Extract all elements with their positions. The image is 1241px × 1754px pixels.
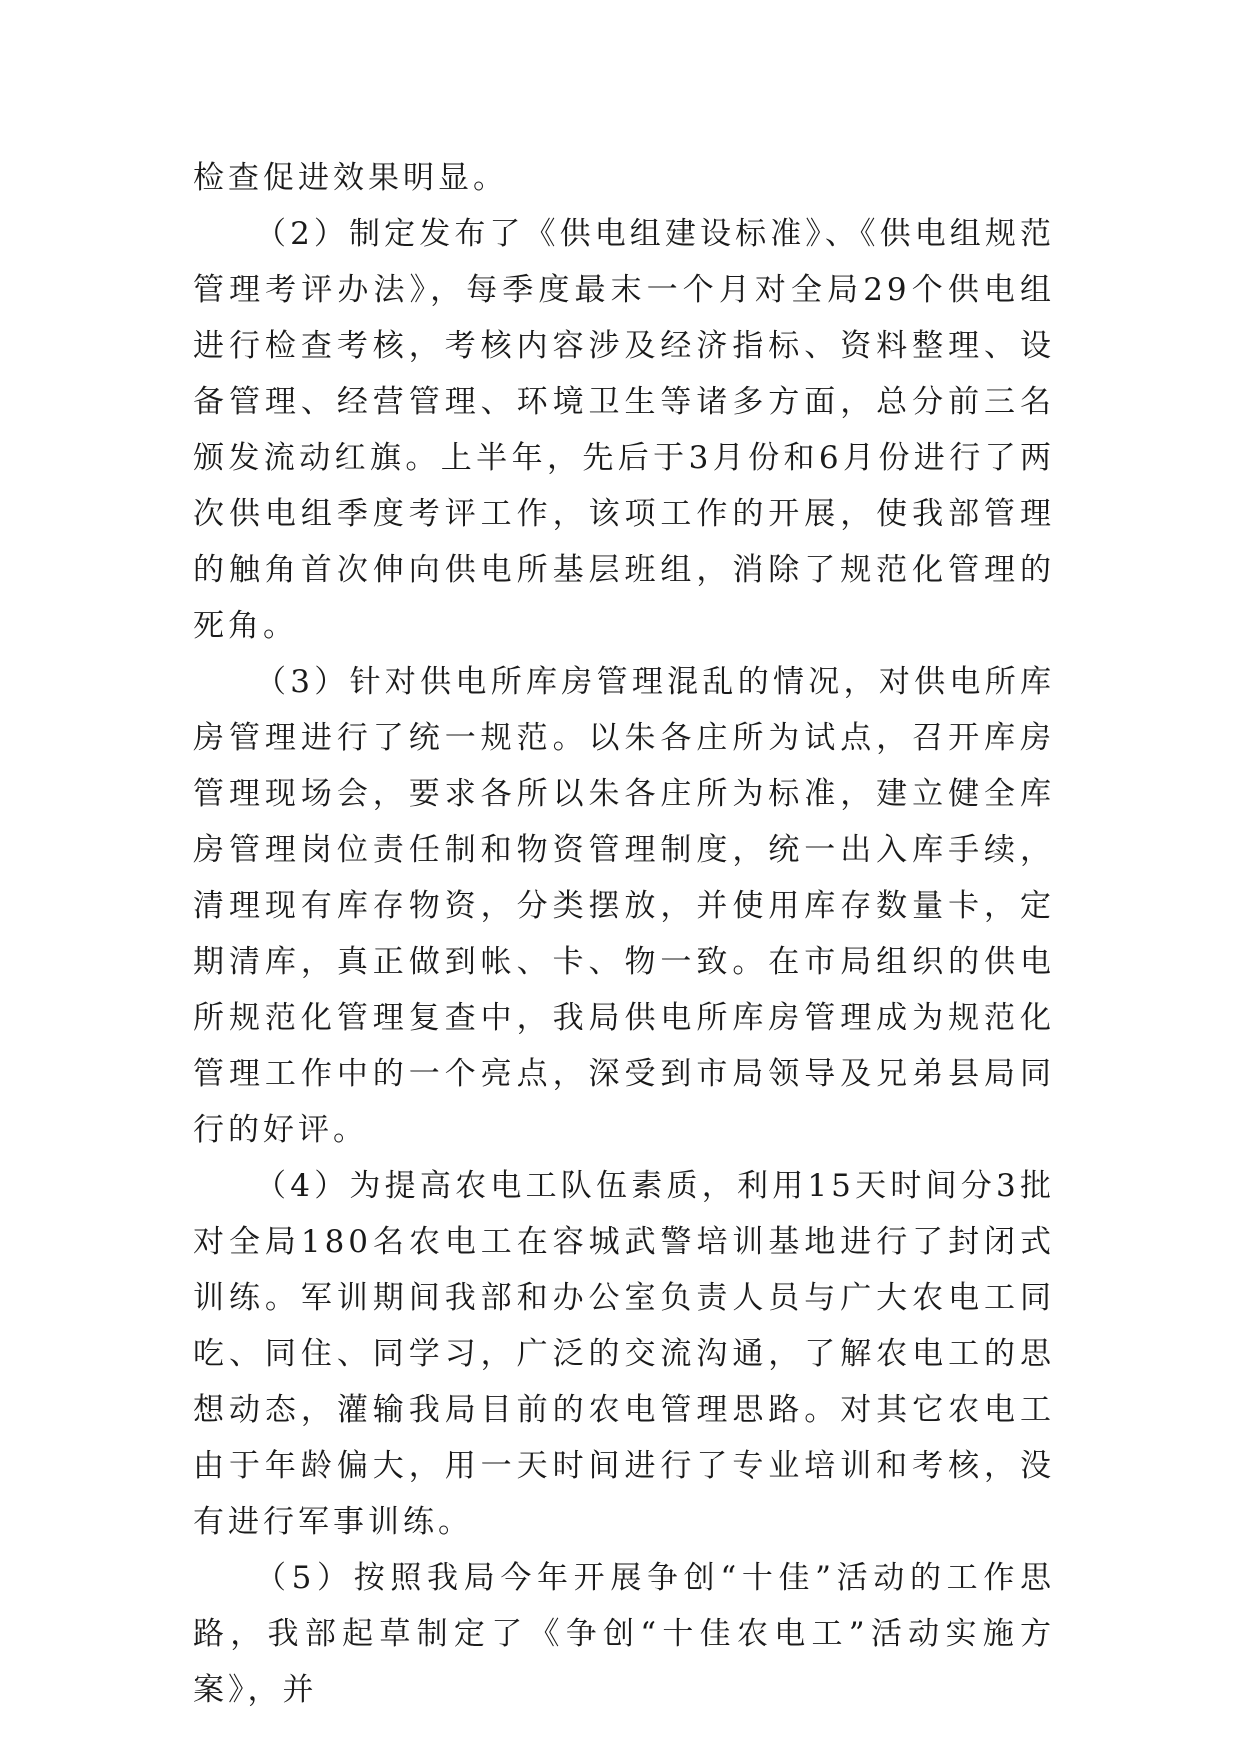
document-body [193,150,1055,1718]
paragraph-1: 检查促进效果明显。 [193,160,508,196]
paragraph-4: （4）为提高农电工队伍素质，利用15天时间分3批对全局180名农电工在容城武警培训基地进行了封闭式训练。军训期间我部和办公室负责人员与广大农电工同吃、同住、同学习，广泛的交流沟通，了解农电工的思想动态，灌输我局目前的农电管理思路。对其它农电工由于年龄偏大，用一天时间进行了专业培训和考核，没有进行军事训练。 [193,1168,1055,1540]
paragraph-3: （3）针对供电所库房管理混乱的情况，对供电所库房管理进行了统一规范。以朱各庄所为试点，召开库房管理现场会，要求各所以朱各庄所为标准，建立健全库房管理岗位责任制和物资管理制度，统一出入库手续，清理现有库存物资，分类摆放，并使用库存数量卡，定期清库，真正做到帐、卡、物一致。在市局组织的供电所规范化管理复查中，我局供电所库房管理成为规范化管理工作中的一个亮点，深受到市局领导及兄弟县局同行的好评。 [193,664,1055,1148]
paragraph-5: （5）按照我局今年开展争创“十佳”活动的工作思路，我部起草制定了《争创“十佳农电工”活动实施方案》，并 [193,1560,1055,1708]
paragraph-2: （2）制定发布了《供电组建设标准》、《供电组规范管理考评办法》，每季度最末一个月对全局29个供电组进行检查考核，考核内容涉及经济指标、资料整理、设备管理、经营管理、环境卫生等诸多方面，总分前三名颁发流动红旗。上半年，先后于3月份和6月份进行了两次供电组季度考评工作，该项工作的开展，使我部管理的触角首次伸向供电所基层班组，消除了规范化管理的死角。 [193,216,1055,644]
